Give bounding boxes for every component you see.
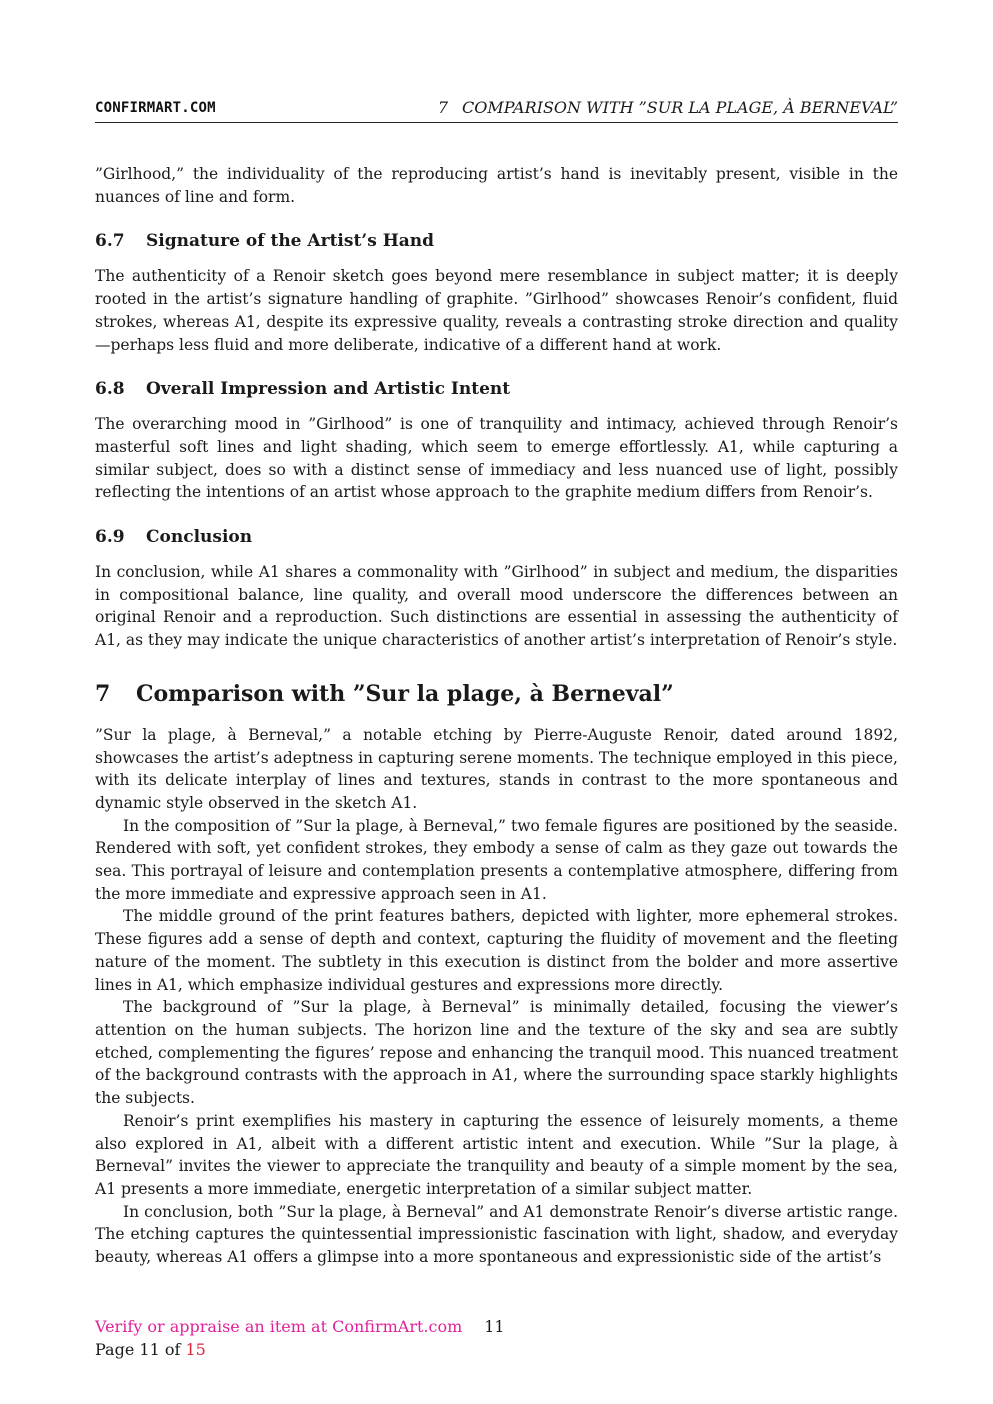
page-total-link[interactable]: 15	[185, 1340, 206, 1359]
subsection-number: 6.7	[95, 231, 125, 252]
page-body	[95, 163, 898, 1269]
section-heading-7	[95, 680, 898, 708]
footer-line-1	[95, 1315, 595, 1338]
subsection-title: Signature of the Artist’s Hand	[146, 231, 435, 252]
subsection-heading-6-9	[95, 526, 898, 548]
page-header	[95, 96, 898, 123]
paragraph: The overarching mood in ”Girlhood” is one of tranquility and intimacy, achieved through Renoir’s masterful soft lines and light shading, which seem to emerge effortlessly. A1, while capturing a similar subject, does so with a distinct sense of immediacy and less nuanced use of light, possibly reflecting the intentions of an artist whose approach to the graphite medium differs from Renoir’s.	[95, 415, 898, 502]
paragraph: The background of ”Sur la plage, à Berneval” is minimally detailed, focusing the viewer’s attention on the human subjects. The horizon line and the texture of the sky and sea are subtly etched, complementing the figures’ repose and enhancing the tranquil mood. This nuanced treatment of the background contrasts with the approach in A1, where the surrounding space starkly highlights the subjects.	[95, 998, 898, 1108]
running-head-title: COMPARISON WITH ”SUR LA PLAGE, À BERNEVAL”	[462, 98, 898, 117]
running-head-number: 7	[437, 98, 448, 117]
verify-link[interactable]: Verify or appraise an item at ConfirmArt.com	[95, 1317, 463, 1336]
paragraph: The authenticity of a Renoir sketch goes beyond mere resemblance in subject matter; it is deeply rooted in the artist’s signature handling of graphite. ”Girlhood” showcases Renoir’s confident, fluid strokes, whereas A1, despite its expressive quality, reveals a contrasting stroke direction and quality—perhaps less fluid and more deliberate, indicative of a different hand at work.	[95, 267, 898, 354]
running-head	[438, 98, 898, 117]
subsection-number: 6.9	[95, 527, 125, 548]
confirmart-logo[interactable]: CONFIRMART.COM	[95, 100, 216, 116]
subsection-title: Conclusion	[146, 527, 253, 548]
paragraph: In the composition of ”Sur la plage, à Berneval,” two female figures are positioned by the seaside. Rendered with soft, yet confident strokes, they embody a sense of calm as they gaze out towards the sea. This portrayal of leisure and contemplation presents a contemplative atmosphere, differing from the more immediate and expressive approach seen in A1.	[95, 816, 898, 903]
footer-line-2	[95, 1338, 595, 1361]
section-title: Comparison with ”Sur la plage, à Berneval”	[136, 680, 674, 707]
continued-paragraph: ”Girlhood,” the individuality of the reproducing artist’s hand is inevitably present, visible in the nuances of line and form.	[95, 165, 898, 206]
paragraph: In conclusion, while A1 shares a commonality with ”Girlhood” in subject and medium, the disparities in compositional balance, line quality, and overall mood underscore the differences between an original Renoir and a reproduction. Such distinctions are essential in assessing the authenticity of A1, as they may indicate the unique characteristics of another artist’s interpretation of Renoir’s style.	[95, 563, 898, 650]
subsection-heading-6-8	[95, 378, 898, 400]
footer-page-number: 11	[484, 1317, 505, 1336]
section-number: 7	[95, 680, 111, 707]
subsection-title: Overall Impression and Artistic Intent	[146, 379, 511, 400]
paragraph: ”Sur la plage, à Berneval,” a notable etching by Pierre-Auguste Renoir, dated around 1892, showcases the artist’s adeptness in capturing serene moments. The technique employed in this piece, with its delicate interplay of lines and textures, stands in contrast to the more spontaneous and dynamic style observed in the sketch A1.	[95, 725, 898, 812]
subsection-heading-6-7	[95, 230, 898, 252]
subsection-number: 6.8	[95, 379, 125, 400]
page-footer	[95, 1315, 595, 1361]
page-count-prefix: Page 11 of	[95, 1340, 181, 1359]
paragraph: The middle ground of the print features bathers, depicted with lighter, more ephemeral strokes. These figures add a sense of depth and context, capturing the fluidity of movement and the fleeting nature of the moment. The subtlety in this execution is distinct from the bolder and more assertive lines in A1, which emphasize individual gestures and expressions more directly.	[95, 907, 898, 994]
paragraph: In conclusion, both ”Sur la plage, à Berneval” and A1 demonstrate Renoir’s diverse artistic range. The etching captures the quintessential impressionistic fascination with light, shadow, and everyday beauty, whereas A1 offers a glimpse into a more spontaneous and expressionistic side of the artist’s	[95, 1202, 898, 1267]
paragraph: Renoir’s print exemplifies his mastery in capturing the essence of leisurely moments, a theme also explored in A1, albeit with a different artistic intent and execution. While ”Sur la plage, à Berneval” invites the viewer to appreciate the tranquility and beauty of a simple moment by the sea, A1 presents a more immediate, energetic interpretation of a similar subject matter.	[95, 1111, 898, 1198]
